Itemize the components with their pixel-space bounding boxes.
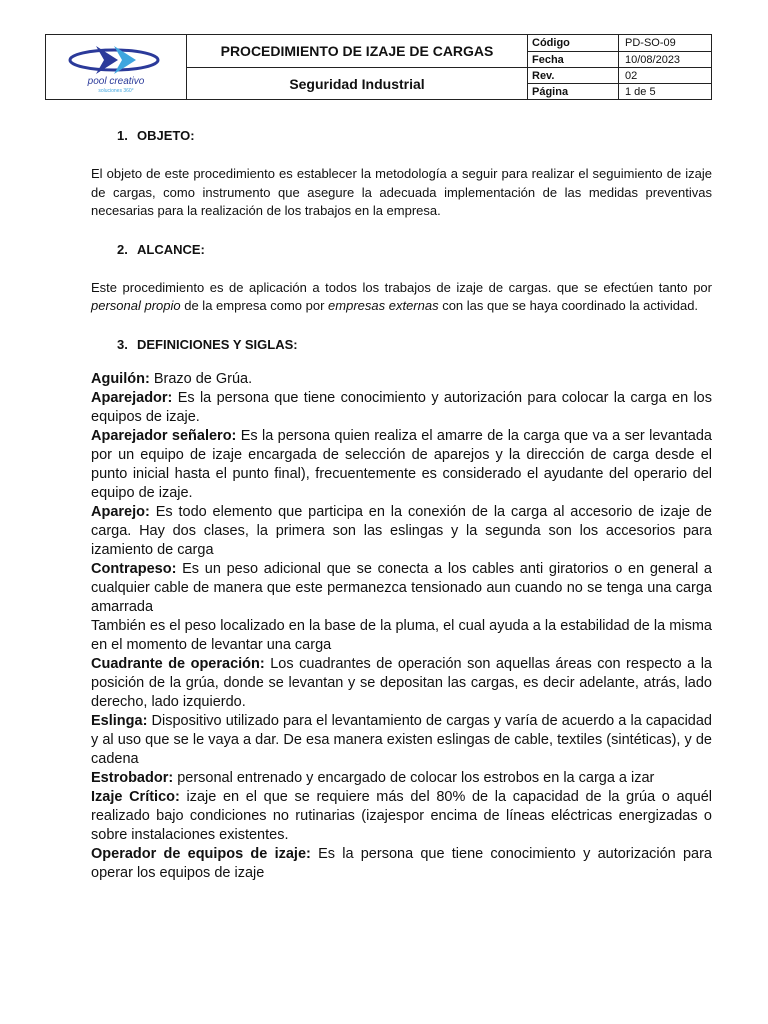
definition-term: Eslinga: <box>91 712 148 729</box>
definition-text: Dispositivo utilizado para el levantamiento de cargas y varía de acuerdo a la capacidad y al uso que se le vaya a dar. De esa manera existen eslingas de cable, textiles (sintéticas), y de cadena <box>91 712 712 767</box>
definition-text: Es un peso adicional que se conecta a los cables anti giratorios o en general a cualquier cable de manera que este permanezca tensionado aun cuando no se tenga una carga amarrada <box>91 560 712 615</box>
definition-item <box>91 427 712 503</box>
definition-item <box>91 503 712 560</box>
page-label: Página <box>528 84 619 100</box>
definition-item <box>91 655 712 712</box>
section-title-text: OBJETO: <box>137 128 195 143</box>
section-definiciones-title <box>91 337 712 352</box>
definition-item <box>91 370 712 389</box>
document-body <box>91 128 712 883</box>
alcance-text-2: de la empresa como por <box>180 298 329 313</box>
alcance-emphasis-1: personal propio <box>91 298 181 313</box>
logo-text: pool creativo <box>87 76 145 87</box>
definition-item <box>91 560 712 617</box>
definition-text: Es la persona que tiene conocimiento y autorización para colocar la carga en los equipos de izaje. <box>91 389 712 425</box>
definition-term: Operador de equipos de izaje: <box>91 845 311 862</box>
definition-item <box>91 788 712 845</box>
revision-label: Rev. <box>528 68 619 84</box>
document-header <box>45 34 712 100</box>
logo-subtext: soluciones 360° <box>98 88 134 94</box>
definition-term: Izaje Crítico: <box>91 788 180 805</box>
definitions-list <box>91 370 712 883</box>
definition-term: Aparejo: <box>91 503 150 520</box>
alcance-text-1: Este procedimiento es de aplicación a todos los trabajos de izaje de cargas. que se efectúen tanto por <box>91 279 712 295</box>
section-title-text: DEFINICIONES Y SIGLAS: <box>137 336 298 352</box>
section-number: 3. <box>117 336 128 352</box>
definition-term: Estrobador: <box>91 769 174 786</box>
definition-text: izaje en el que se requiere más del 80% de la capacidad de la grúa o aquél realizado bajo condiciones no rutinarias (izajespor encima de líneas eléctricas energizadas o sobre instalaciones existentes. <box>91 788 712 843</box>
definition-term: Aguilón: <box>91 370 150 387</box>
document-title: PROCEDIMIENTO DE IZAJE DE CARGAS <box>187 35 528 68</box>
section-number: 2. <box>117 241 128 257</box>
definition-text: Es la persona quien realiza el amarre de la carga que va a ser levantada por un equipo de izaje encargada de selección de aparejos y la dirección de carga desde el punto inicial hasta el punto final), frecuentemente es considerado el ayudante del operario del equipo de izaje. <box>91 427 712 501</box>
code-value: PD-SO-09 <box>619 35 712 52</box>
section-objeto-text: El objeto de este procedimiento es establecer la metodología a seguir para realizar el seguimiento de izaje de cargas, como instrumento que asegure la adecuada implementación de las medidas preventivas necesarias para la realización de los trabajos en la empresa. <box>91 166 712 218</box>
section-alcance-title <box>91 242 712 257</box>
definition-item <box>91 845 712 883</box>
definition-term: Aparejador: <box>91 389 173 406</box>
definition-item <box>91 389 712 427</box>
logo-cell <box>46 35 187 100</box>
definition-item <box>91 769 712 788</box>
definition-text: Los cuadrantes de operación son aquellas áreas con respecto a la posición de la grúa, donde se levantan y se depositan las cargas, es decir adelante, atrás, lado derecho, lado izquierdo. <box>91 655 712 710</box>
definition-text: Es la persona que tiene conocimiento y autorización para operar los equipos de izaje <box>91 845 712 881</box>
definition-item <box>91 712 712 769</box>
document-subtitle: Seguridad Industrial <box>187 68 528 100</box>
code-label: Código <box>528 35 619 52</box>
section-number: 1. <box>117 128 128 143</box>
logo-chevron-icon <box>56 40 176 94</box>
section-alcance-text <box>91 279 712 316</box>
date-label: Fecha <box>528 52 619 68</box>
section-title-text: ALCANCE: <box>137 241 205 257</box>
alcance-emphasis-2: empresas externas <box>328 298 439 313</box>
section-objeto-title <box>91 128 712 143</box>
definition-text: Es todo elemento que participa en la conexión de la carga al accesorio de izaje de carga. Hay dos clases, la primera son las eslingas y la segunda son los accesorios para izamiento de carga <box>91 503 712 558</box>
page-value: 1 de 5 <box>619 84 712 100</box>
definition-text: También es el peso localizado en la base de la pluma, el cual ayuda a la estabilidad de la misma en el momento de levantar una carga <box>91 617 712 653</box>
company-logo <box>46 35 186 99</box>
definition-text: Brazo de Grúa. <box>149 370 253 387</box>
definition-term: Contrapeso: <box>91 560 177 577</box>
alcance-text-3: con las que se haya coordinado la actividad. <box>438 298 699 313</box>
revision-value: 02 <box>619 68 712 84</box>
definition-term: Cuadrante de operación: <box>91 655 265 672</box>
date-value: 10/08/2023 <box>619 52 712 68</box>
definition-text: personal entrenado y encargado de colocar los estrobos en la carga a izar <box>173 769 655 786</box>
definition-item <box>91 617 712 655</box>
definition-term: Aparejador señalero: <box>91 427 237 444</box>
